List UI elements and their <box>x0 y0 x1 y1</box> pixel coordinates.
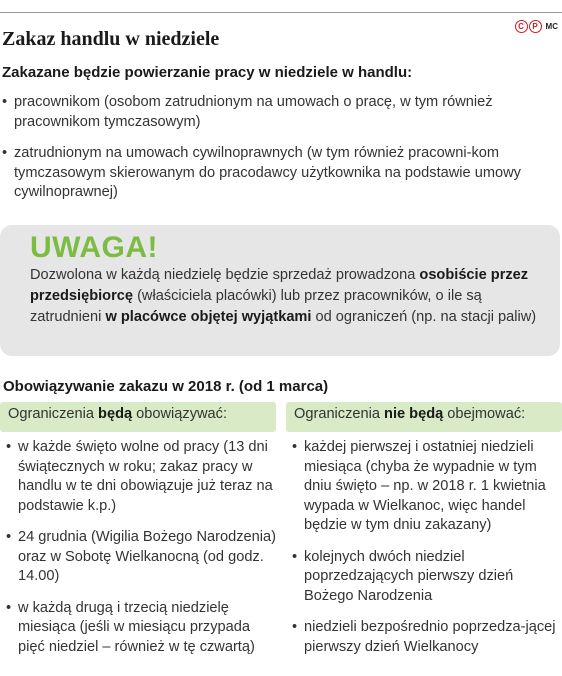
column-header <box>0 402 276 432</box>
list-item: • zatrudnionym na umowach cywilnoprawnych (w tym również pracowni-kom tymczasowym skierowanym do pracodawcy użytkownika na podstawie umowy cywilnoprawnej) <box>0 144 555 203</box>
page-title: Zakaz handlu w niedziele <box>2 28 220 50</box>
notice-bold-part: osobiście przez przedsiębiorcę <box>30 267 529 304</box>
list-item: • w każde święto wolne od pracy (13 dni świątecznych w roku; zakaz pracy w handlu w te dni obowiązuje już teraz na podstawie k.p.) <box>0 438 276 516</box>
column-list <box>0 438 276 657</box>
restrictions-apply-column <box>0 402 276 669</box>
list-item: • każdej pierwszej i ostatniej niedzieli miesiąca (chyba że wypadnie w tym dniu święto – np. w 2018 r. 1 kwietnia wypada w Wielkanoc, więc handel będzie w tym dniu zakazany) <box>286 438 562 536</box>
list-item: • w każdą drugą i trzecią niedzielę miesiąca (jeśli w miesiącu przypada pięć niedziel – również w tę czwartą) <box>0 599 276 658</box>
column-header-bold: nie będą <box>384 406 444 422</box>
column-header-text: Ograniczenia <box>8 406 99 422</box>
copyright-author: MC <box>545 22 558 31</box>
top-rule <box>0 12 562 13</box>
notice-box <box>0 225 560 356</box>
restrictions-exempt-column <box>286 402 562 669</box>
column-header-text: obowiązywać: <box>132 406 228 422</box>
notice-text <box>30 265 548 328</box>
notice-heading: UWAGA! <box>30 231 158 264</box>
column-header-text: Ograniczenia <box>294 406 385 422</box>
lead-text: Zakazane będzie powierzanie pracy w niedziele w handlu: <box>2 64 413 81</box>
list-item: • 24 grudnia (Wigilia Bożego Narodzenia) oraz w Sobotę Wielkanocną (od godz. 14.00) <box>0 528 276 587</box>
copyright-icon: C <box>515 20 528 33</box>
list-item: • kolejnych dwóch niedziel poprzedzających pierwszy dzień Bożego Narodzenia <box>286 548 562 607</box>
column-header-bold: będą <box>98 406 133 422</box>
notice-bold-part: w placówce objętej wyjątkami <box>105 309 312 325</box>
notice-text-part: od ograniczeń (np. na stacji paliw) <box>311 309 537 325</box>
column-header-text: obejmować: <box>443 406 526 422</box>
section-subheading: Obowiązywanie zakazu w 2018 r. (od 1 marca) <box>3 378 329 395</box>
copyright-mark <box>515 20 558 33</box>
notice-text-part: (właściciela placówki) lub przez pracowników, o ile są zatrudnieni <box>30 288 482 325</box>
notice-text-part: Dozwolona w każdą niedzielę będzie sprzedaż prowadzona <box>30 267 420 283</box>
phonographic-copyright-icon: P <box>529 20 542 33</box>
list-item: • niedzieli bezpośrednio poprzedza-jącej pierwszy dzień Wielkanocy <box>286 618 562 657</box>
column-header <box>286 402 562 432</box>
prohibition-list <box>0 93 555 215</box>
list-item: • pracownikom (osobom zatrudnionym na umowach o pracę, w tym również pracownikom tymczasowym) <box>0 93 555 132</box>
column-list <box>286 438 562 657</box>
